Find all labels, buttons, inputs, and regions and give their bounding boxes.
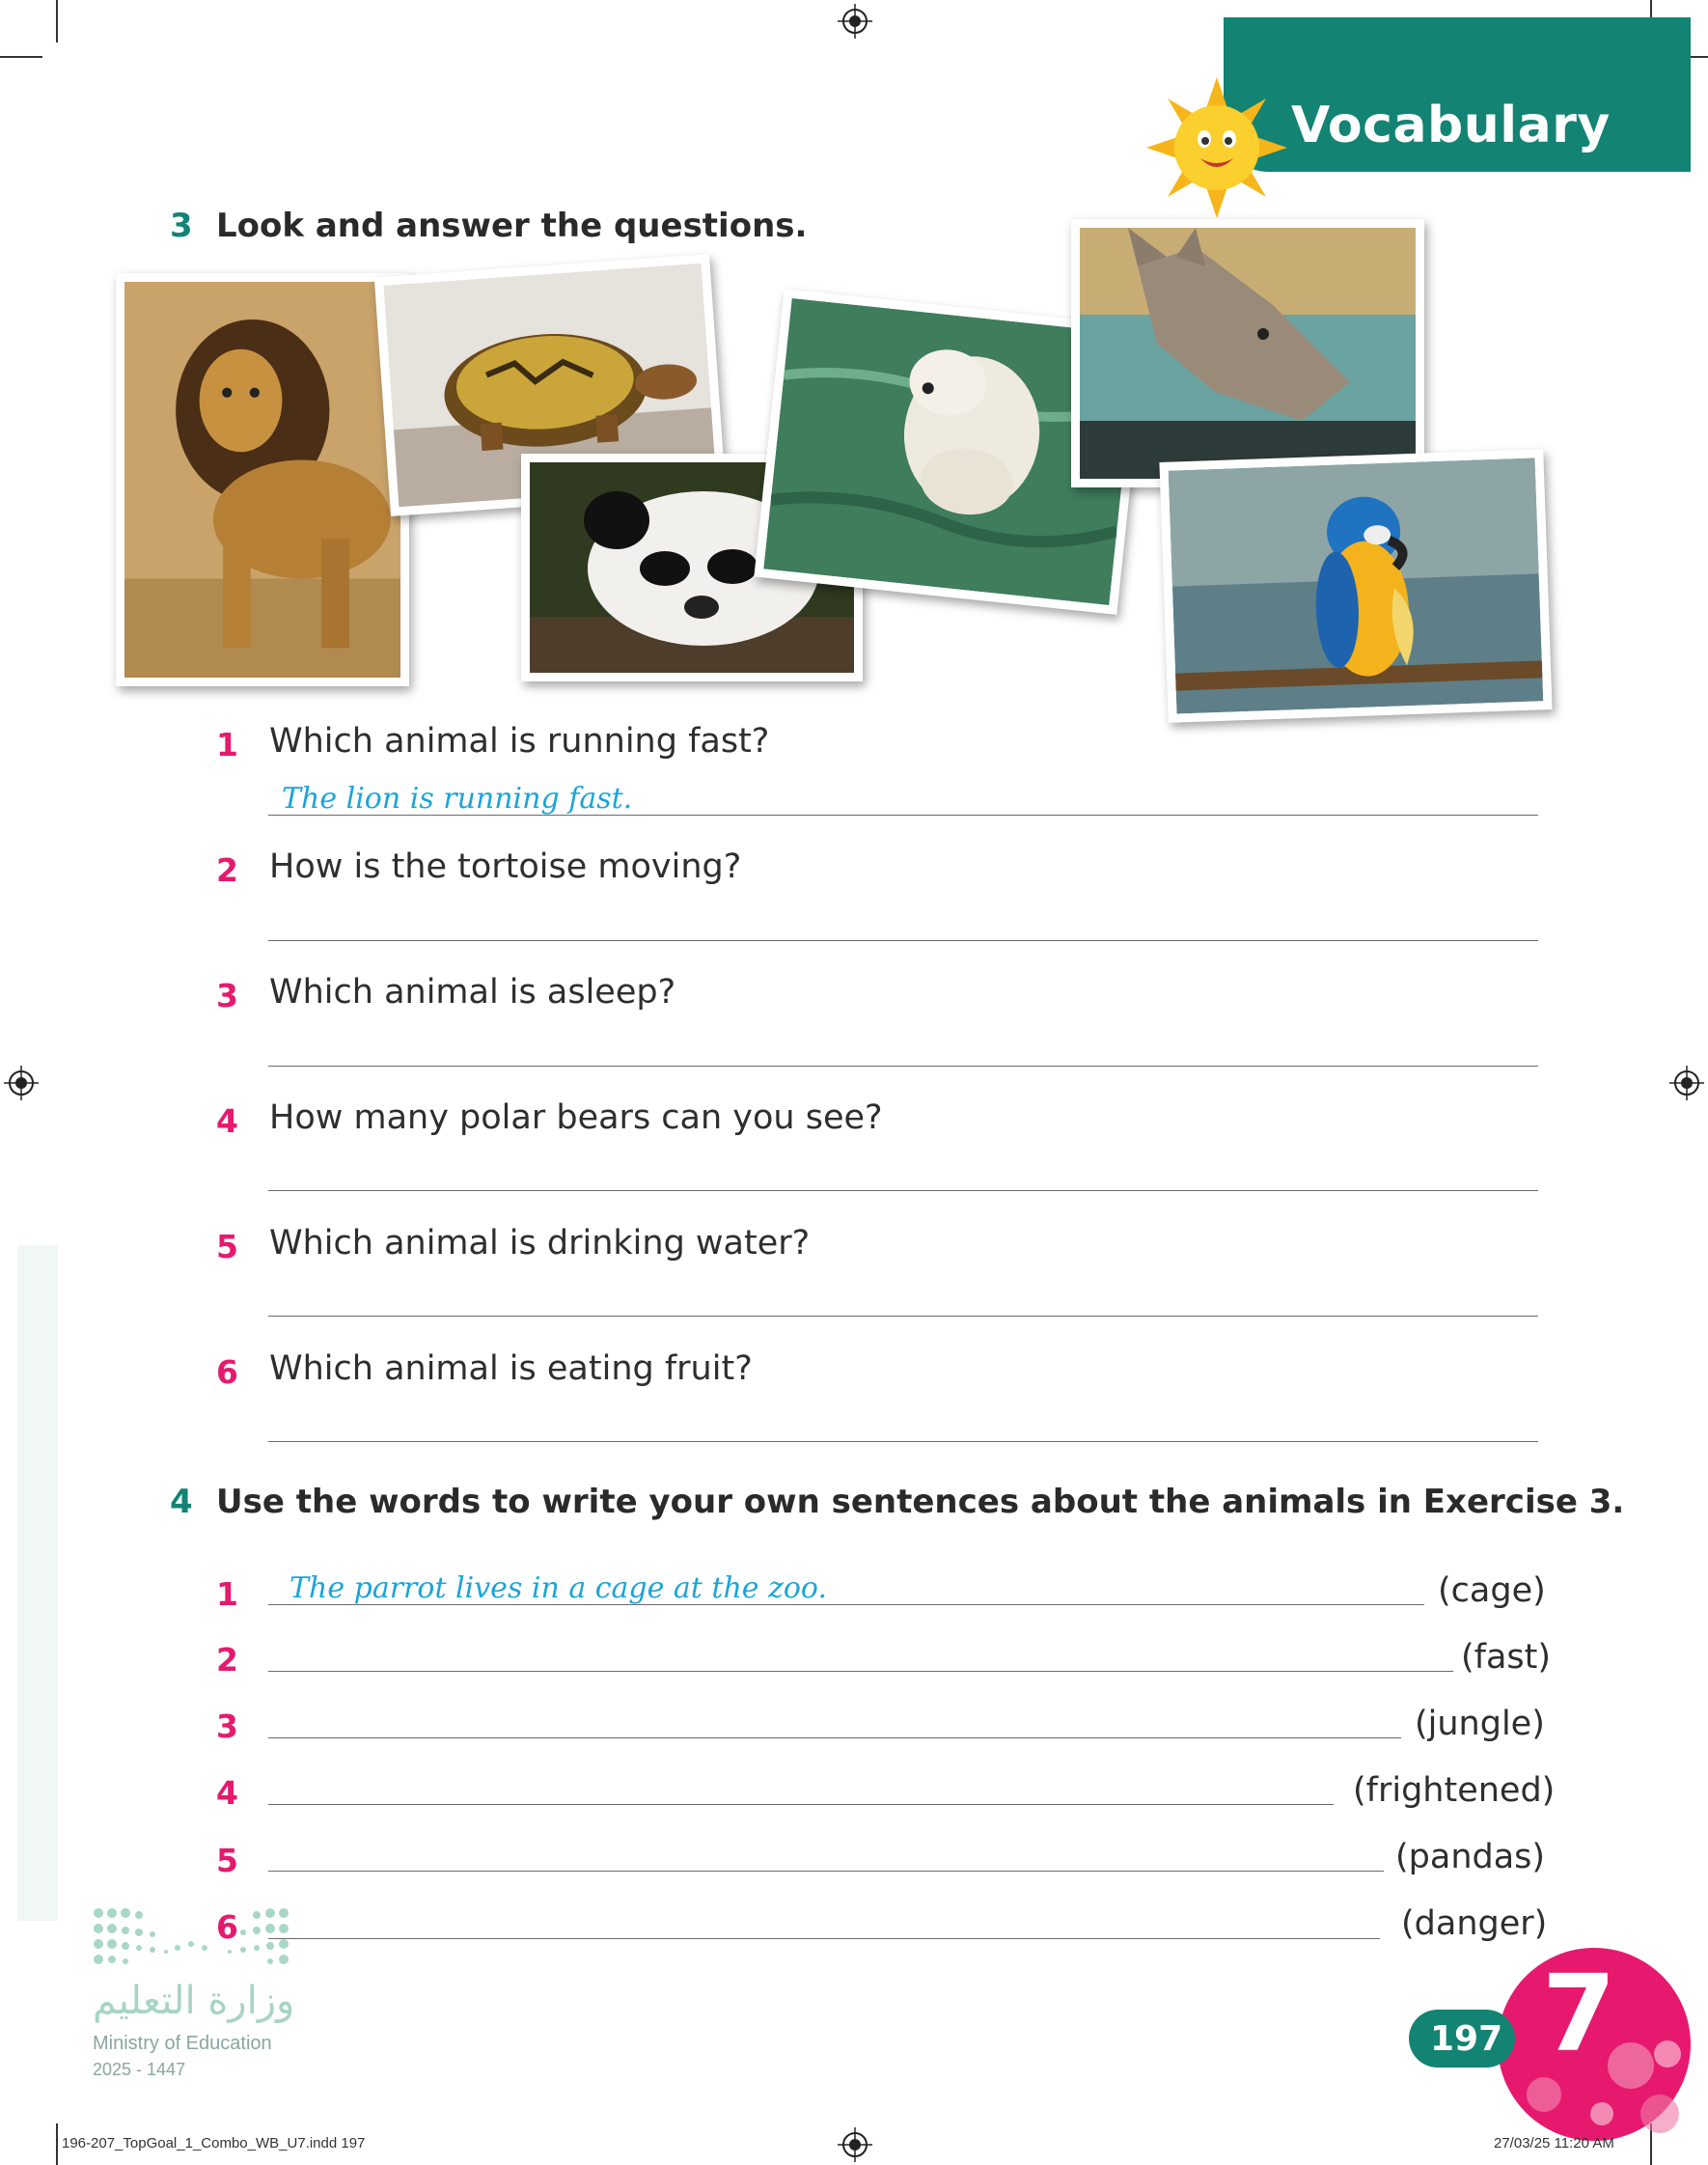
exercise-number: 4 — [170, 1483, 193, 1521]
answer-line[interactable] — [268, 1441, 1538, 1442]
side-strip — [17, 1245, 58, 1921]
item-number: 2 — [216, 1641, 238, 1679]
answer-line[interactable] — [268, 1316, 1538, 1317]
answer-line[interactable] — [268, 1871, 1384, 1872]
answer-line[interactable] — [268, 1938, 1380, 1939]
exercise-number: 3 — [170, 207, 193, 245]
question-number: 4 — [216, 1102, 238, 1140]
question-number: 6 — [216, 1353, 238, 1391]
prompt-word: (frightened) — [1353, 1771, 1556, 1810]
item-number: 1 — [216, 1575, 238, 1613]
ministry-logo-icon — [91, 1905, 291, 1969]
answer-line[interactable] — [268, 815, 1538, 816]
answer-text: The lion is running fast. — [282, 782, 633, 816]
answer-line[interactable] — [268, 1604, 1424, 1605]
question-text: How is the tortoise moving? — [269, 847, 742, 886]
question-text: Which animal is drinking water? — [269, 1224, 811, 1263]
item-number: 6 — [216, 1908, 238, 1946]
item-number: 3 — [216, 1707, 238, 1745]
exercise-instruction: Use the words to write your own sentences about the animals in Exercise 3. — [216, 1483, 1625, 1521]
question-number: 2 — [216, 851, 238, 889]
answer-line[interactable] — [268, 1671, 1453, 1672]
registration-mark-icon — [4, 1066, 39, 1100]
item-number: 4 — [216, 1774, 238, 1812]
print-timestamp: 27/03/25 11:20 AM — [1494, 2135, 1614, 2151]
answer-line[interactable] — [268, 1190, 1538, 1191]
prompt-word: (pandas) — [1395, 1838, 1546, 1876]
crop-mark — [0, 56, 42, 58]
lion-photo — [116, 273, 409, 686]
question-number: 1 — [216, 726, 238, 763]
question-text: Which animal is asleep? — [269, 973, 676, 1012]
ministry-year: 2025 - 1447 — [93, 2060, 186, 2079]
item-number: 5 — [216, 1842, 238, 1879]
prompt-word: (cage) — [1438, 1571, 1546, 1610]
answer-line[interactable] — [268, 1066, 1538, 1067]
registration-mark-icon — [838, 2127, 872, 2162]
exercise-instruction: Look and answer the questions. — [216, 207, 808, 245]
prompt-word: (jungle) — [1415, 1705, 1545, 1743]
question-text: How many polar bears can you see? — [269, 1098, 883, 1137]
answer-line[interactable] — [268, 940, 1538, 941]
question-text: Which animal is running fast? — [269, 722, 770, 761]
question-number: 3 — [216, 977, 238, 1014]
section-title: Vocabulary — [1291, 97, 1611, 154]
sun-mascot-icon — [1144, 75, 1289, 220]
crop-mark — [56, 0, 58, 42]
ministry-english-name: Ministry of Education — [93, 2033, 272, 2054]
page-number: 197 — [1409, 2010, 1515, 2068]
question-text: Which animal is eating fruit? — [269, 1349, 753, 1388]
answer-line[interactable] — [268, 1737, 1401, 1738]
registration-mark-icon — [838, 4, 872, 39]
parrot-photo — [1159, 449, 1552, 723]
prompt-word: (fast) — [1461, 1638, 1552, 1677]
answer-line[interactable] — [268, 1804, 1334, 1805]
registration-mark-icon — [1669, 1066, 1704, 1100]
unit-number: 7 — [1542, 1952, 1616, 2075]
file-name: 196-207_TopGoal_1_Combo_WB_U7.indd 197 — [62, 2135, 366, 2151]
answer-text: The parrot lives in a cage at the zoo. — [289, 1571, 828, 1605]
kangaroo-photo — [1071, 219, 1424, 487]
crop-mark — [56, 2123, 58, 2165]
prompt-word: (danger) — [1401, 1904, 1548, 1943]
question-number: 5 — [216, 1228, 238, 1265]
ministry-arabic-name: وزارة التعليم — [93, 1979, 295, 2023]
